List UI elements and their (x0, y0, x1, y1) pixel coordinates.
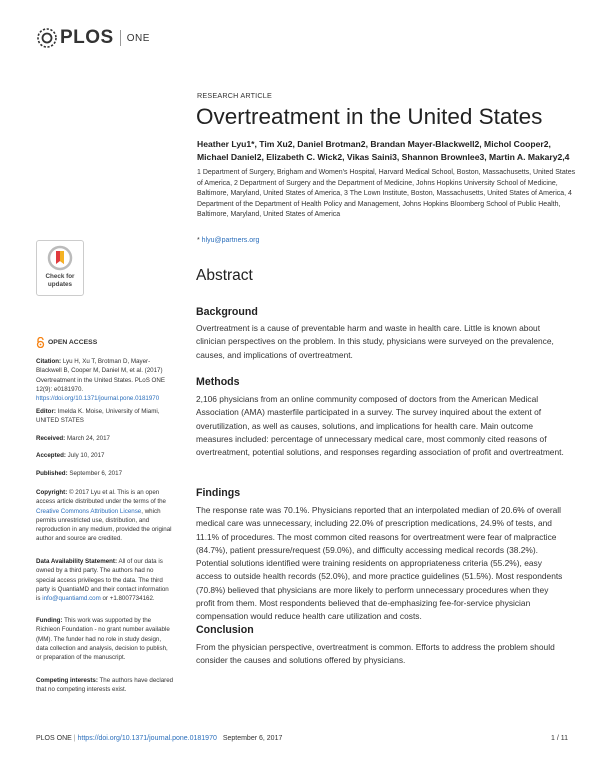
citation-text: Lyu H, Xu T, Brotman D, Mayer-Blackwell B, Cooper M, Daniel M, et al. (2017) Overtreatment in the United States. PLoS ONE 12(9): e0181970. (36, 358, 165, 393)
competing-interests-text: The authors have declared that no competing interests exist. (36, 677, 174, 694)
copyright-block (36, 488, 174, 544)
corresponding-email[interactable]: hlyu@partners.org (201, 237, 260, 244)
received-block (36, 434, 174, 443)
copyright-text: © 2017 Lyu et al. This is an open access article distributed under the terms of the (36, 489, 167, 506)
asterisk-icon: * (197, 237, 202, 244)
article-type: RESEARCH ARTICLE (197, 91, 272, 100)
methods-heading: Methods (196, 376, 240, 388)
background-text: Overtreatment is a cause of preventable harm and waste in health care. Little is known about clinician perspectives on the problem. In this study, physicians were surveyed on the prevalence, causes, and implications of overtreatment. (196, 323, 554, 360)
copyright-label: Copyright: (36, 489, 68, 496)
footer-journal: PLOS ONE (36, 735, 72, 742)
logo-divider (120, 30, 121, 46)
plos-logo-icon (36, 27, 58, 49)
competing-interests-label: Competing interests: (36, 677, 98, 684)
affiliations: 1 Department of Surgery, Brigham and Women's Hospital, Harvard Medical School, Boston, Massachusetts, United States of America, 2 Department of Surgery and the Department of Medicine, Johns Hopkins University School of Medicine, Baltimore, Maryland, United States of America, 3 The Lown Institute, Boston, Massachusetts, United States of America, 4 Department of the Department of Health Policy and Management, Johns Hopkins Bloomberg School of Public Health, Baltimore, Maryland, United States of America (197, 169, 576, 219)
footer-date: September 6, 2017 (222, 735, 283, 742)
data-contact-phone: or +1.8007734162. (100, 595, 155, 603)
published-label: Published: (36, 470, 68, 477)
plos-one-logo (36, 27, 150, 49)
open-access-label: OPEN ACCESS (48, 339, 98, 346)
competing-interests-block (36, 676, 174, 695)
abstract-heading: Abstract (196, 267, 253, 284)
funding-block (36, 616, 174, 662)
received-date: March 24, 2017 (66, 435, 110, 442)
logo-text: PLOS (60, 27, 114, 48)
data-availability-block (36, 557, 174, 603)
editor-block (36, 407, 174, 426)
data-availability-label: Data Availability Statement: (36, 558, 118, 565)
open-lock-icon (36, 337, 45, 348)
journal-name: ONE (126, 32, 150, 44)
background-heading: Background (196, 306, 258, 318)
funding-text: This work was supported by the Richieon Foundation - no grant number available (MM). The funder had no role in study design, data collection and analysis, decision to publish, or preparation of the manuscript. (36, 617, 170, 662)
page-footer (36, 735, 568, 745)
accepted-date: July 10, 2017 (67, 452, 105, 459)
published-date: September 6, 2017 (69, 470, 123, 477)
copyright-text-continued: , which permits unrestricted use, distribution, and reproduction in any medium, provided the original author and source are credited. (36, 507, 172, 543)
published-block (36, 469, 174, 478)
license-link[interactable]: Creative Commons Attribution License (36, 507, 142, 515)
citation-block (36, 357, 174, 403)
conclusion-text: From the physician perspective, overtreatment is common. Efforts to address the problem should consider the causes and solutions offered by physicians. (196, 642, 555, 666)
received-label: Received: (36, 435, 66, 442)
article-title: Overtreatment in the United States (196, 104, 543, 129)
citation-doi-link[interactable]: https://doi.org/10.1371/journal.pone.0181970 (36, 395, 160, 403)
footer-doi-link[interactable]: https://doi.org/10.1371/journal.pone.0181970 (77, 735, 217, 742)
funding-label: Funding: (36, 617, 63, 624)
data-contact-email[interactable]: info@quantiamd.com (42, 595, 101, 603)
open-access-badge (36, 337, 97, 348)
editor-label: Editor: (36, 408, 56, 415)
findings-text: The response rate was 70.1%. Physicians reported that an interpolated median of 20.6% of overall medical care was unnecessary, including 22.0% of prescription medications, 24.9% of tests, and 11.1% of procedures. The most common cited reasons for overtreatment were fear of malpractice (84.7%), patient pressure/request (59.0%), and difficulty accessing medical records (38.2%). Potential solutions identified were training residents on appropriateness criteria (55.2%), easy access to outside health records (52.0%), and more practice guidelines (51.5%). Most respondents (70.8%) believed that physicians are more likely to perform unnecessary procedures when they profit from them. Most respondents believed that de-emphasizing fee-for-service physician compensation would reduce health care utilization and costs. (196, 505, 563, 622)
accepted-label: Accepted: (36, 452, 66, 459)
citation-label: Citation: (36, 358, 62, 365)
footer-separator: | (73, 735, 78, 742)
editor-text: Imelda K. Moise, University of Miami, UNITED STATES (36, 408, 160, 425)
check-for-updates-badge[interactable] (36, 240, 84, 296)
footer-citation (36, 735, 282, 742)
data-availability-text: All of our data is owned by a third party. The authors had no special access privileges to the data. The third party is QuantiaMD and their contact information is (36, 558, 169, 603)
bookmark-ribbon-icon (47, 245, 73, 271)
accepted-block (36, 451, 174, 460)
author-list: Heather Lyu1*, Tim Xu2, Daniel Brotman2, Brandan Mayer-Blackwell2, Michol Cooper2, Michael Daniel2, Elizabeth C. Wick2, Vikas Saini3, Shannon Brownlee3, Martin A. Makary2,4 (197, 139, 570, 162)
methods-text: 2,106 physicians from an online community composed of doctors from the American Medical Association (AMA) masterfile participated in a survey. The survey inquired about the extent of overutilization, as well as causes, solutions, and implications for health care. Main outcome measures included: percentage of unnecessary medical care, most commonly cited reasons of overtreatment, potential solutions, and responses regarding association of profit and overtreatment. (196, 394, 564, 458)
check-for-updates-label: Check for updates (45, 273, 75, 288)
page-number: 1 / 11 (551, 735, 568, 742)
corresponding-email-line (197, 237, 259, 244)
conclusion-heading: Conclusion (196, 624, 254, 636)
findings-heading: Findings (196, 487, 241, 499)
